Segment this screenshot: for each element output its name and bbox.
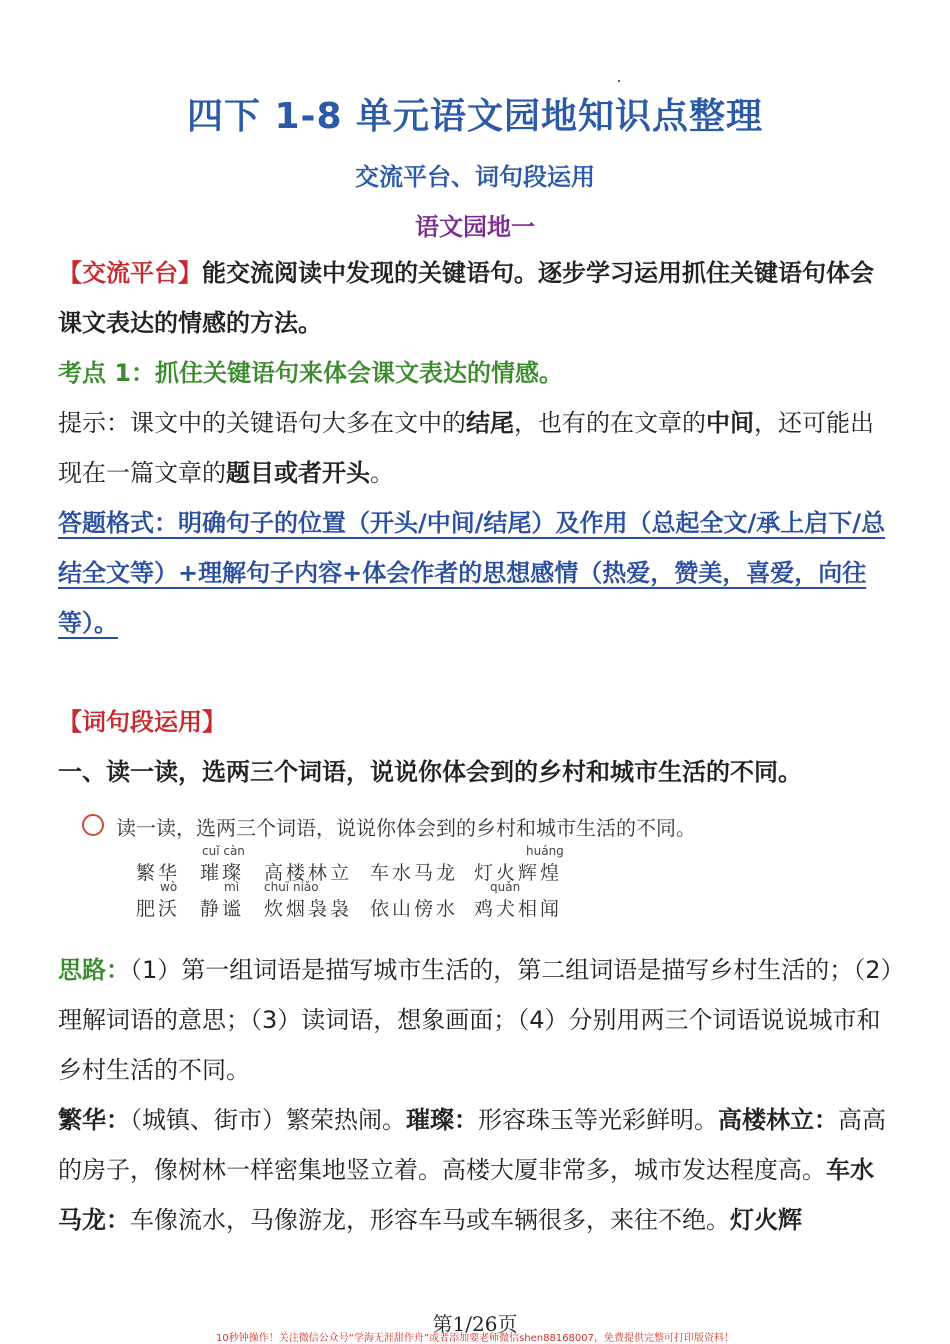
def-word-1: 繁华： <box>58 1106 130 1134</box>
exercise-prompt: 读一读，选两三个词语，说说你体会到的乡村和城市生活的不同。 <box>116 816 696 840</box>
speck <box>618 80 620 82</box>
def-text-1: （城镇、街市）繁荣热闹。 <box>130 1106 406 1134</box>
words-section-tag: 【词句段运用】 <box>58 708 226 736</box>
pinyin-quan: quǎn <box>490 880 521 894</box>
def-text-2: 形容珠玉等光彩鲜明。 <box>478 1106 718 1134</box>
page-subtitle: 交流平台、词句段运用 <box>355 163 595 191</box>
answer-format-text: 答题格式：明确句子的位置（开头/中间/结尾）及作用（总起全文/承上启下/总结全文等）+理解句子内容+体会作者的思想感情（热爱，赞美，喜爱，向往等）。 <box>58 509 886 637</box>
exchange-tag: 【交流平台】 <box>58 259 202 287</box>
pinyin-huang: huáng <box>526 844 564 858</box>
idea-paragraph <box>58 945 894 1095</box>
def-text-4: 车像流水，马像游龙，形容车马或车辆很多，来往不绝。 <box>130 1206 730 1234</box>
hint-part-1: 提示：课文中的关键语句大多在文中的 <box>58 409 466 437</box>
hint-bold-1: 结尾 <box>466 409 514 437</box>
idea-text: （1）第一组词语是描写城市生活的，第二组词语是描写乡村生活的；（2）理解词语的意思；（3）读词语，想象画面；（4）分别用两三个词语说说城市和乡村生活的不同。 <box>58 956 893 1084</box>
pinyin-mi: mì <box>224 880 240 894</box>
hint-part-4: 。 <box>370 459 394 487</box>
word-fanhua: 繁华 <box>136 862 181 884</box>
word-chuiyanniaoniao: 炊烟袅袅 <box>264 898 353 920</box>
idea-label: 思路： <box>58 956 130 984</box>
def-word-5: 灯火辉 <box>730 1206 802 1234</box>
word-denghuohuihuang: 灯火辉煌 <box>474 862 563 884</box>
def-word-3: 高楼林立： <box>718 1106 838 1134</box>
word-cuican: 璀璨 <box>200 862 245 884</box>
exchange-paragraph <box>58 248 894 348</box>
words-question: 一、读一读，选两三个词语，说说你体会到的乡村和城市生活的不同。 <box>58 758 802 786</box>
pinyin-cuican: cuǐ càn <box>202 844 245 858</box>
def-word-4: 车水马龙： <box>58 1156 874 1234</box>
word-gaoloulinli: 高楼林立 <box>264 862 353 884</box>
word-jiquanxiangwen: 鸡犬相闻 <box>474 898 563 920</box>
point-1: 考点 1：抓住关键语句来体会课文表达的情感。 <box>58 359 564 387</box>
hint-part-2: ，也有的在文章的 <box>514 409 706 437</box>
footer-note: 10秒钟操作！关注微信公众号“学海无涯甜作舟”或者添加要老师微信shen88168007，免费提供完整可打印版资料！ <box>215 1333 735 1344</box>
question-icon <box>82 814 104 836</box>
page-title: 四下 1-8 单元语文园地知识点整理 <box>186 96 764 137</box>
word-cheshuimalong: 车水马龙 <box>370 862 459 884</box>
pinyin-wo: wò <box>160 880 178 894</box>
pinyin-chui-niao: chuī niǎo <box>264 880 319 894</box>
def-word-2: 璀璨： <box>406 1106 478 1134</box>
page-number: 第1/26页 <box>432 1312 518 1336</box>
textbook-exercise <box>80 806 780 936</box>
def-text-3: 高高的房子，像树林一样密集地竖立着。高楼大厦非常多，城市发达程度高。 <box>58 1106 886 1184</box>
hint-paragraph <box>58 398 894 498</box>
word-feiwo: 肥沃 <box>136 898 181 920</box>
word-jingmi: 静谧 <box>200 898 245 920</box>
hint-part-3: ，还可能出现在一篇文章的 <box>58 409 874 487</box>
word-yishanbangshui: 依山傍水 <box>370 898 459 920</box>
unit-heading: 语文园地一 <box>415 213 535 241</box>
exchange-text: 能交流阅读中发现的关键语句。逐步学习运用抓住关键语句体会课文表达的情感的方法。 <box>58 259 874 337</box>
hint-bold-3: 题目或者开头 <box>226 459 370 487</box>
hint-bold-2: 中间 <box>706 409 754 437</box>
definitions-paragraph <box>58 1095 894 1245</box>
answer-format <box>58 498 894 648</box>
